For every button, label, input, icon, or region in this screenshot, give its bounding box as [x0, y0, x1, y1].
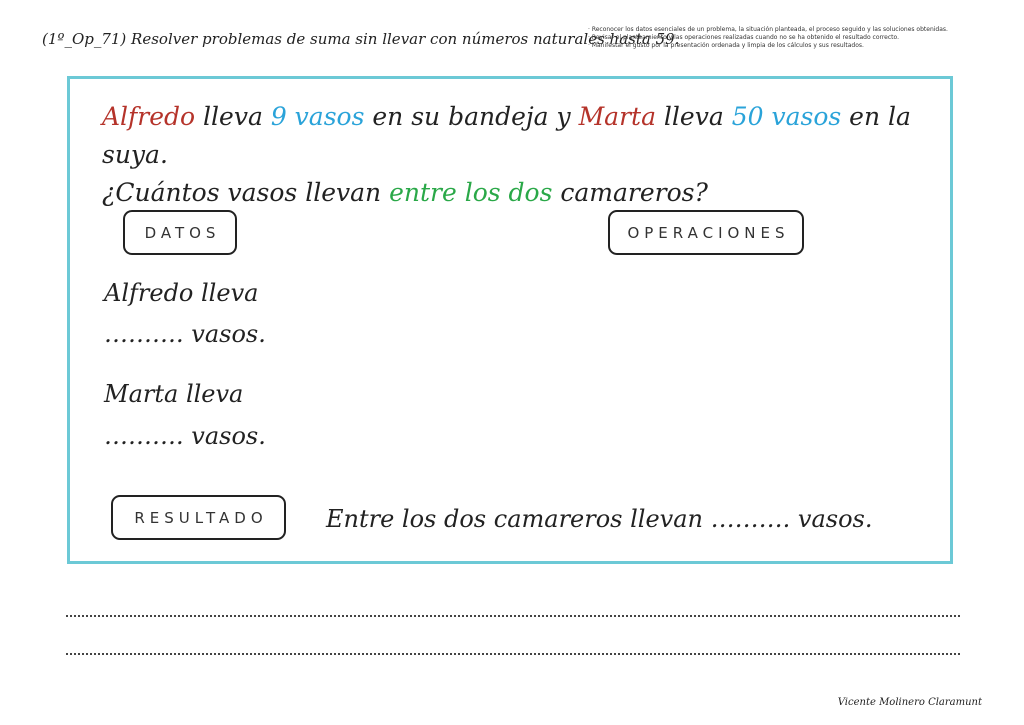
problem-text: en su bandeja y: [364, 102, 579, 131]
author-credit: Vicente Molinero Claramunt: [837, 697, 982, 708]
key-phrase: entre los dos: [389, 178, 553, 207]
problem-text: lleva: [655, 102, 732, 131]
resultado-label: RESULTADO: [111, 495, 286, 540]
answer-line[interactable]: [66, 653, 960, 655]
quantity-alfredo: 9 vasos: [270, 102, 365, 131]
answer-line[interactable]: [66, 615, 960, 617]
datos-label: DATOS: [123, 210, 237, 255]
marta-data-line: Marta lleva: [104, 380, 244, 408]
problem-statement: [102, 98, 942, 212]
alfredo-data-line: Alfredo lleva: [104, 279, 259, 307]
problem-line-2: [102, 174, 942, 212]
objective-item: · Manifestar el gusto por la presentación ordenada y limpia de los cálculos y sus resultados.: [588, 42, 864, 49]
problem-text: lleva: [195, 102, 271, 131]
problem-line-1: [102, 98, 942, 174]
problem-text: en la suya.: [102, 102, 911, 169]
name-marta: Marta: [578, 102, 656, 131]
result-sentence[interactable]: Entre los dos camareros llevan ………. vasos.: [326, 505, 873, 533]
question-text: camareros?: [552, 178, 708, 207]
operaciones-label: OPERACIONES: [608, 210, 804, 255]
alfredo-blank-line[interactable]: ………. vasos.: [104, 320, 266, 348]
quantity-marta: 50 vasos: [731, 102, 842, 131]
name-alfredo: Alfredo: [102, 102, 196, 131]
objective-item: · Revisar el planteamiento y las operaciones realizadas cuando no se ha obtenido el resultado correcto.: [588, 34, 899, 41]
objective-item: · Reconocer los datos esenciales de un problema, la situación planteada, el proceso seguido y las soluciones obtenidas.: [588, 26, 948, 33]
worksheet-title: (1º_Op_71) Resolver problemas de suma sin llevar con números naturales hasta 59.: [42, 30, 680, 48]
question-text: ¿Cuántos vasos llevan: [102, 178, 390, 207]
objectives-list: [588, 26, 1008, 50]
marta-blank-line[interactable]: ………. vasos.: [104, 422, 266, 450]
